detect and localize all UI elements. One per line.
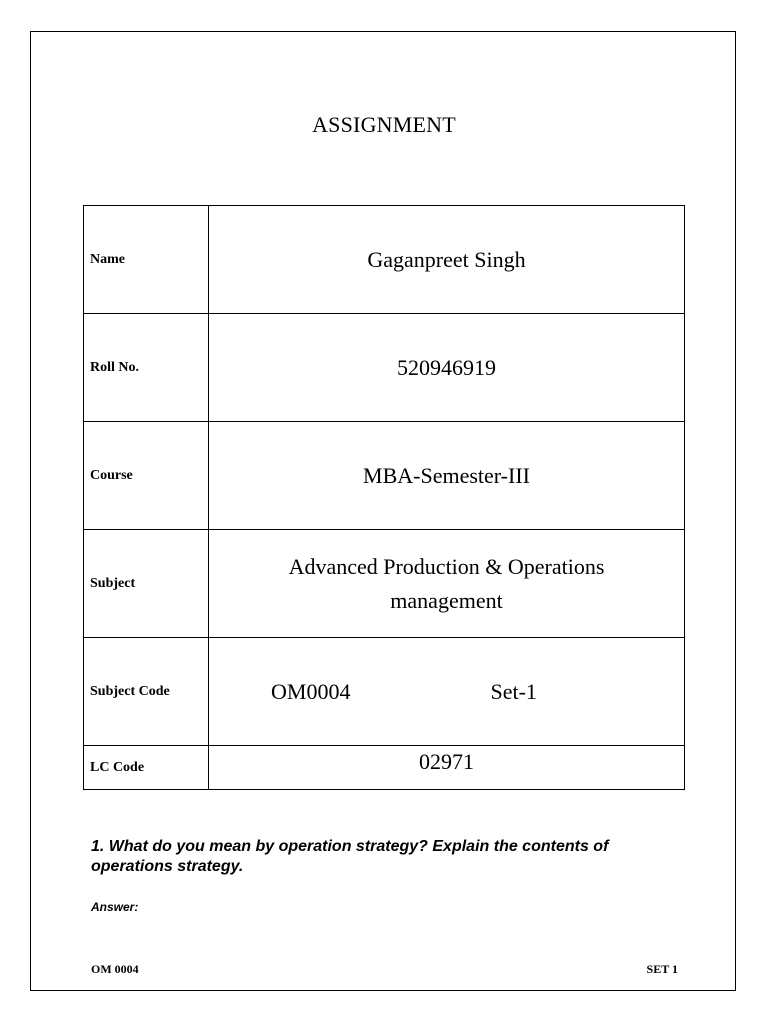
subject-value-line2: management [390,587,503,613]
set-value: Set-1 [490,678,537,704]
roll-no-label: Roll No. [84,314,209,422]
subject-code-label: Subject Code [84,638,209,746]
subject-label: Subject [84,530,209,638]
name-label: Name [84,206,209,314]
document-title: ASSIGNMENT [312,112,456,137]
roll-no-value: 520946919 [209,314,685,422]
subject-value-line1: Advanced Production & Operations [288,553,605,579]
lc-code-label: LC Code [84,746,209,790]
table-row-subject-code [84,638,685,746]
lc-code-cell [209,746,685,790]
table-row-course [84,422,685,530]
table-row-name [84,206,685,314]
name-value: Gaganpreet Singh [209,206,685,314]
subject-code-cell [209,638,685,746]
lc-code-value: 02971 [419,748,474,774]
subject-value [209,530,685,638]
subject-code-value: OM0004 [271,678,351,704]
question-text: 1. What do you mean by operation strategy? Explain the contents of operations strategy. [91,838,609,875]
table-row-roll-no [84,314,685,422]
table-row-lc-code [84,746,685,790]
table-row-subject [84,530,685,638]
footer-subject-code: OM 0004 [91,962,139,976]
answer-label: Answer: [91,900,139,914]
footer-set: SET 1 [646,962,678,976]
assignment-info-table [83,205,685,790]
course-value: MBA-Semester-III [209,422,685,530]
course-label: Course [84,422,209,530]
